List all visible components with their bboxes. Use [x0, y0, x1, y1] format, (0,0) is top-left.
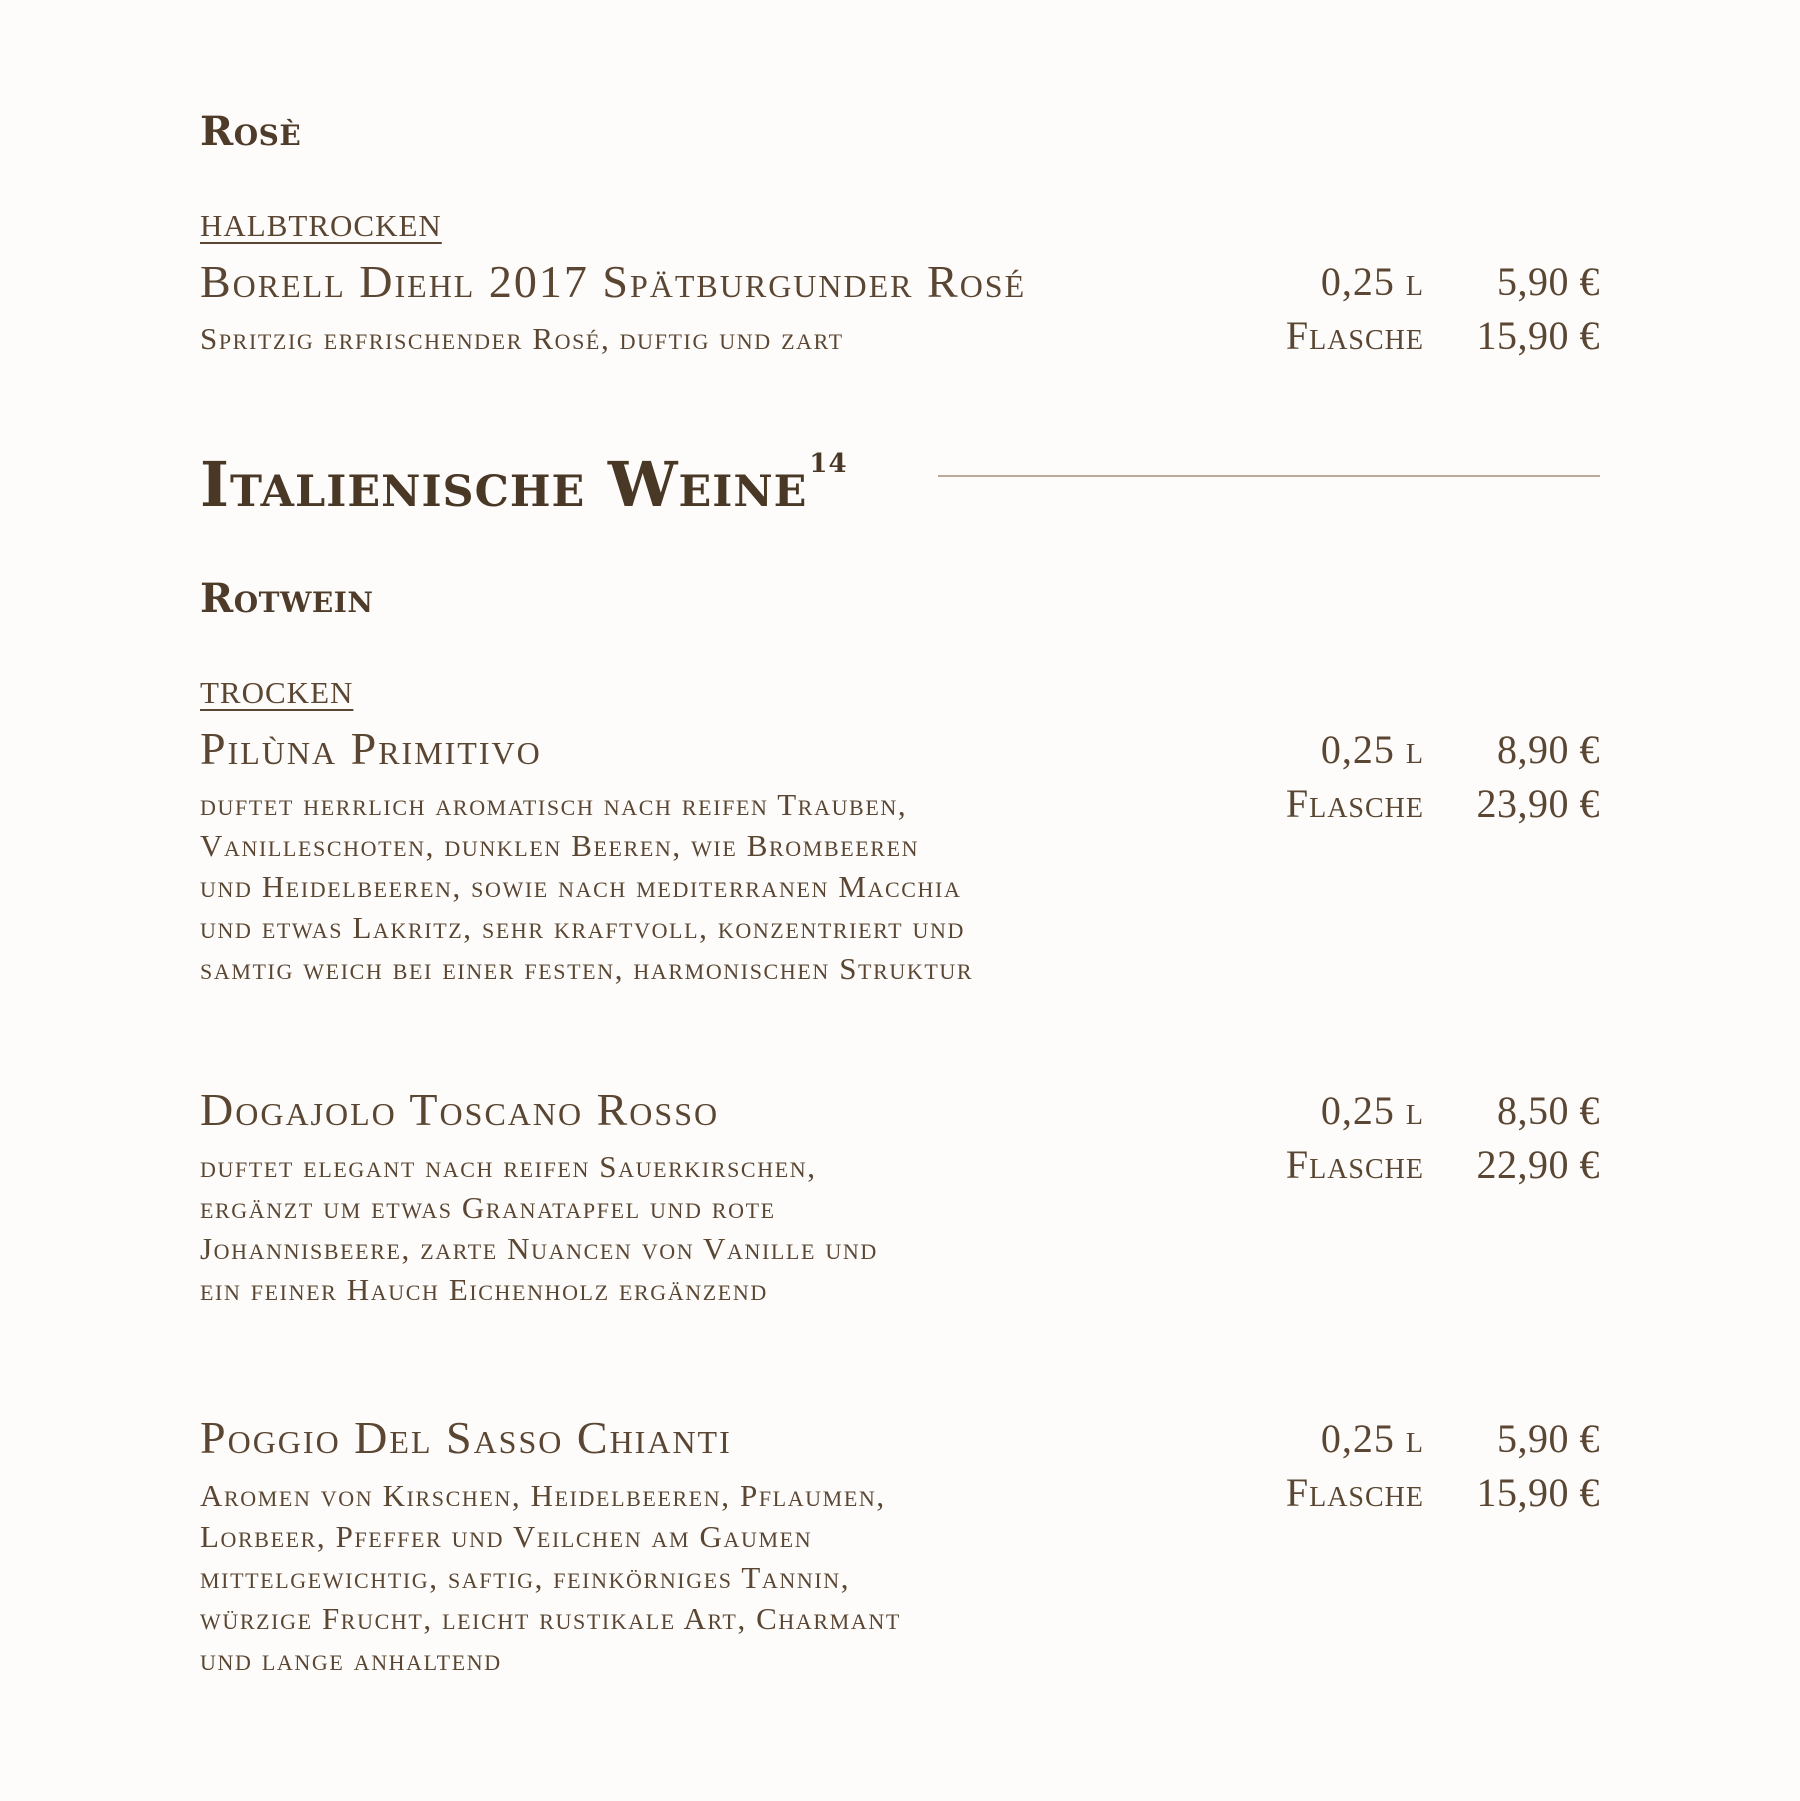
description-line: Vanilleschoten, dunklen Beeren, wie Brombeeren	[200, 828, 920, 863]
wine-name: Dogajolo Toscano Rosso	[200, 1084, 720, 1135]
wine-name: Borell Diehl 2017 Spätburgunder Rosé	[200, 256, 1027, 307]
bottle-label: Flasche	[1285, 1142, 1424, 1187]
glass-volume: 0,25 l	[1320, 1088, 1424, 1133]
glass-price: 8,50 €	[1497, 1088, 1600, 1133]
glass-price: 8,90 €	[1497, 727, 1600, 772]
description-line: duftet elegant nach reifen Sauerkirschen,	[200, 1149, 817, 1184]
bottle-price: 15,90 €	[1476, 313, 1600, 358]
description-line: Lorbeer, Pfeffer und Veilchen am Gaumen	[200, 1519, 813, 1554]
bottle-price: 23,90 €	[1476, 781, 1600, 826]
description-line: samtig weich bei einer festen, harmonischen Struktur	[200, 951, 974, 986]
bottle-label: Flasche	[1285, 1470, 1424, 1515]
glass-volume: 0,25 l	[1320, 727, 1424, 772]
wine-name: Pilùna Primitivo	[200, 723, 542, 774]
style-trocken: trocken	[200, 664, 354, 713]
description-line: würzige Frucht, leicht rustikale Art, Charmant	[200, 1601, 901, 1636]
section-title-italian	[200, 448, 848, 521]
wine-description: Spritzig erfrischender Rosé, duftig und zart	[200, 321, 844, 356]
section-title-text: Italienische Weine	[200, 448, 808, 521]
bottle-price: 15,90 €	[1476, 1470, 1600, 1515]
footnote-marker: 14	[809, 449, 848, 479]
bottle-price: 22,90 €	[1476, 1142, 1600, 1187]
glass-volume: 0,25 l	[1320, 1416, 1424, 1461]
bottle-label: Flasche	[1285, 313, 1424, 358]
description-line: Johannisbeere, zarte Nuancen von Vanille und	[200, 1231, 878, 1266]
description-line: und Heidelbeeren, sowie nach mediterranen Macchia	[200, 869, 962, 904]
wine-description	[200, 1146, 878, 1310]
glass-price: 5,90 €	[1497, 259, 1600, 304]
wine-description	[200, 1475, 901, 1680]
bottle-label: Flasche	[1285, 781, 1424, 826]
glass-price: 5,90 €	[1497, 1416, 1600, 1461]
description-line: und lange anhaltend	[200, 1642, 502, 1677]
style-halbtrocken: halbtrocken	[200, 197, 442, 246]
section-divider	[938, 475, 1600, 477]
description-line: ergänzt um etwas Granatapfel und rote	[200, 1190, 776, 1225]
description-line: duftet herrlich aromatisch nach reifen Trauben,	[200, 787, 908, 822]
description-line: Aromen von Kirschen, Heidelbeeren, Pflaumen,	[200, 1478, 886, 1513]
category-rose: Rosè	[200, 108, 302, 155]
description-line: mittelgewichtig, saftig, feinkörniges Tannin,	[200, 1560, 851, 1595]
category-rotwein: Rotwein	[200, 575, 374, 622]
glass-volume: 0,25 l	[1320, 259, 1424, 304]
description-line: ein feiner Hauch Eichenholz ergänzend	[200, 1272, 768, 1307]
wine-name: Poggio Del Sasso Chianti	[200, 1412, 732, 1463]
wine-description	[200, 784, 973, 989]
description-line: und etwas Lakritz, sehr kraftvoll, konzentriert und	[200, 910, 965, 945]
